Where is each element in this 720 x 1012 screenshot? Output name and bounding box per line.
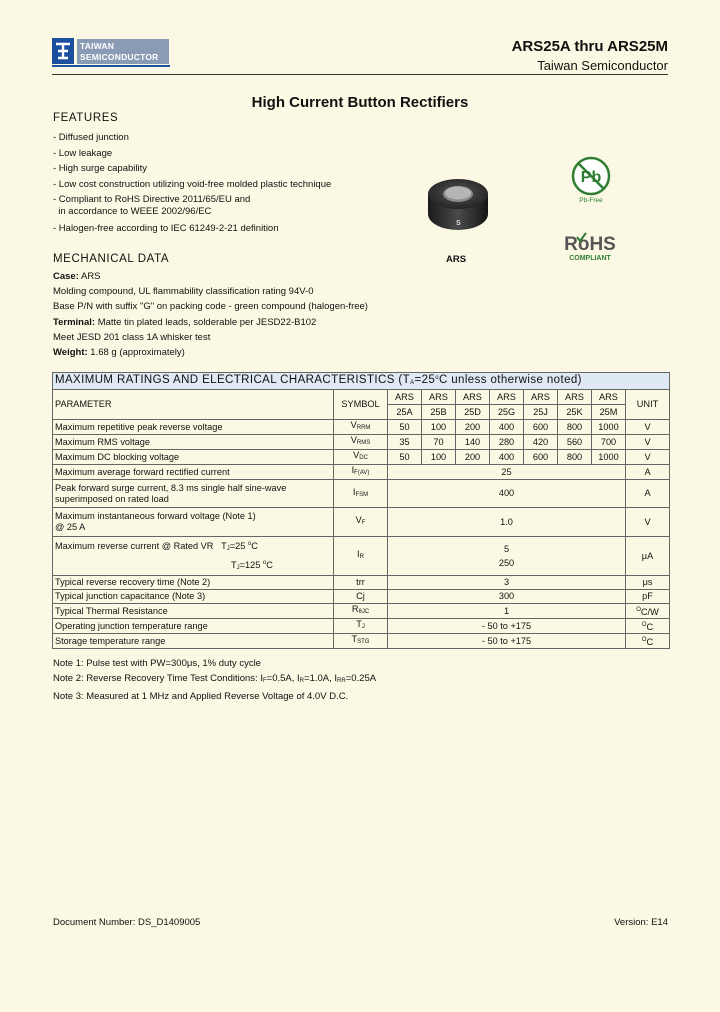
table-row [53,465,670,480]
unit-cell: $^O$C [626,619,670,634]
param-cell: Typical junction capacitance (Note 3) [53,590,334,604]
part-suffix: 25M [592,405,626,420]
unit-cell: V [626,450,670,465]
unit-cell: V [626,508,670,537]
symbol-cell: $I_R$ [334,537,388,576]
unit-cell: μA [626,537,670,576]
param-cell: Typical Thermal Resistance [53,604,334,619]
feature-item: - Halogen-free according to IEC 61249-2-21 definition [53,223,279,234]
table-row [53,420,670,435]
value-cell: 1.0 [388,508,626,537]
table-title-row [53,373,670,390]
version: Version: E14 [614,917,668,928]
feature-item: - Diffused junction [53,132,129,143]
param-cell: Maximum instantaneous forward voltage (Note 1) @ 25 A [53,508,334,537]
package-image [422,174,494,236]
param-cell: Maximum average forward rectified current [53,465,334,480]
table-cell: 420 [524,435,558,450]
table-cell: 200 [456,450,490,465]
mech-jesd: Meet JESD 201 class 1A whisker test [53,331,211,343]
value-cell: 3 [388,576,626,590]
symbol-cell: trr [334,576,388,590]
table-cell: 800 [558,450,592,465]
unit-header: UNIT [626,390,670,420]
part-suffix: 25J [524,405,558,420]
table-row [53,576,670,590]
features-heading: FEATURES [53,112,119,124]
feature-item: - High surge capability [53,163,147,174]
document-number: Document Number: DS_D1409005 [53,917,201,928]
table-cell: 400 [490,420,524,435]
company-name: Taiwan Semiconductor [537,58,668,73]
table-cell: 600 [524,450,558,465]
feature-item-rohs [53,192,331,221]
table-cell: 560 [558,435,592,450]
feature-item: - Low leakage [53,147,113,159]
notes [53,656,376,704]
pb-free-badge [566,156,616,206]
rohs-text: RoHS [564,234,616,255]
note-3: Note 3: Measured at 1 MHz and Applied Reverse Voltage of 4.0V D.C. [53,691,349,702]
company-logo [52,38,170,66]
symbol-cell: $V_{DC}$ [334,450,388,465]
table-cell: 800 [558,420,592,435]
param-cell: Peak forward surge current, 8.3 ms single half sine-wave superimposed on rated load [53,480,334,508]
table-title: MAXIMUM RATINGS AND ELECTRICAL CHARACTERISTICS ($T_A=25^oC$ unless otherwise noted) [53,373,670,390]
table-cell: 600 [524,420,558,435]
table-row [53,604,670,619]
features-list [53,130,331,237]
part-prefix: ARS [456,390,490,405]
feature-item: - Low cost construction utilizing void-free molded plastic technique [53,178,332,190]
mechanical-data [53,269,368,360]
table-cell: 50 [388,420,422,435]
unit-cell: V [626,435,670,450]
table-cell: 100 [422,450,456,465]
document-title: High Current Button Rectifiers [251,94,469,111]
part-suffix: 25D [456,405,490,420]
value-cell: 300 [388,590,626,604]
part-prefix: ARS [490,390,524,405]
value-cell: 5 250 [388,537,626,576]
pb-free-icon [566,156,616,206]
param-header: PARAMETER [53,390,334,420]
table-cell: 140 [456,435,490,450]
mech-case: Case: ARS [53,271,101,282]
symbol-cell: $T_J$ [334,619,388,634]
table-header-row [53,390,670,405]
table-cell: 1000 [592,450,626,465]
part-suffix: 25K [558,405,592,420]
symbol-cell: $I_{F(AV)}$ [334,465,388,480]
symbol-cell: Cj [334,590,388,604]
param-cell: Operating junction temperature range [53,619,334,634]
table-row [53,537,670,576]
unit-cell: A [626,480,670,508]
value-cell: - 50 to +175 [388,634,626,649]
value-cell: 400 [388,480,626,508]
symbol-cell: $R_{\theta JC}$ [334,604,388,619]
rohs-badge [560,232,620,262]
unit-cell: $^O$C/W [626,604,670,619]
feature-item-line: - Compliant to RoHS Directive 2011/65/EU and [53,194,251,205]
part-prefix: ARS [422,390,456,405]
table-row [53,480,670,508]
ratings-table [52,372,670,649]
feature-item-line: in accordance to WEEE 2002/96/EC [53,206,212,217]
table-cell: 400 [490,450,524,465]
table-row [53,450,670,465]
rohs-caption: COMPLIANT [569,255,611,262]
table-cell: 35 [388,435,422,450]
rohs-icon [560,232,620,262]
mech-terminal: Terminal: Matte tin plated leads, solderable per JESD22-B102 [53,316,317,328]
note-1: Note 1: Pulse test with PW=300μs, 1% duty cycle [53,658,261,669]
header-divider [52,74,668,75]
table-row [53,634,670,649]
part-range-title: ARS25A thru ARS25M [511,38,668,55]
param-cell: Maximum DC blocking voltage [53,450,334,465]
package-label: ARS [446,254,467,265]
table-row [53,590,670,604]
table-cell: 70 [422,435,456,450]
table-cell: 100 [422,420,456,435]
table-cell: 700 [592,435,626,450]
param-cell: Maximum reverse current @ Rated VR $T_J=25$ $^o$C $T_J=125$ $^o$C [53,537,334,576]
symbol-cell: $I_{FSM}$ [334,480,388,508]
value-cell: - 50 to +175 [388,619,626,634]
table-row [53,435,670,450]
mech-base-pn: Base P/N with suffix "G" on packing code - green compound (halogen-free) [53,301,368,313]
part-prefix: ARS [558,390,592,405]
param-cell: Maximum RMS voltage [53,435,334,450]
logo-line2: SEMICONDUCTOR [80,52,159,62]
unit-cell: μs [626,576,670,590]
param-cell: Maximum repetitive peak reverse voltage [53,420,334,435]
value-cell: 25 [388,465,626,480]
pb-caption: Pb-Free [579,197,603,204]
param-cell: Typical reverse recovery time (Note 2) [53,576,334,590]
unit-cell: V [626,420,670,435]
note-2: Note 2: Reverse Recovery Time Test Conditions: $I_F=0.5A$, $I_R=1.0A$, $I_{RR}=0.25A$ [53,673,377,684]
logo-line1: TAIWAN [80,41,115,51]
symbol-header: SYMBOL [334,390,388,420]
mechanical-heading: MECHANICAL DATA [53,253,170,265]
mech-molding: Molding compound, UL flammability classification rating 94V-0 [53,286,314,298]
svg-text:S: S [456,220,461,227]
part-prefix: ARS [524,390,558,405]
table-row [53,619,670,634]
part-suffix: 25A [388,405,422,420]
table-cell: 50 [388,450,422,465]
part-prefix: ARS [388,390,422,405]
symbol-cell: $V_{RRM}$ [334,420,388,435]
pb-text: Pb [580,169,602,186]
part-prefix: ARS [592,390,626,405]
symbol-cell: $V_F$ [334,508,388,537]
ts-logo-icon [52,38,74,64]
part-suffix: 25B [422,405,456,420]
mech-weight: Weight: 1.68 g (approximately) [53,347,185,359]
symbol-cell: $V_{RMS}$ [334,435,388,450]
table-cell: 1000 [592,420,626,435]
value-cell: 1 [388,604,626,619]
table-cell: 280 [490,435,524,450]
param-cell: Storage temperature range [53,634,334,649]
logo-text [77,39,169,64]
table-cell: 200 [456,420,490,435]
part-suffix: 25G [490,405,524,420]
unit-cell: A [626,465,670,480]
unit-cell: $^O$C [626,634,670,649]
unit-cell: pF [626,590,670,604]
symbol-cell: $T_{STG}$ [334,634,388,649]
table-row [53,508,670,537]
